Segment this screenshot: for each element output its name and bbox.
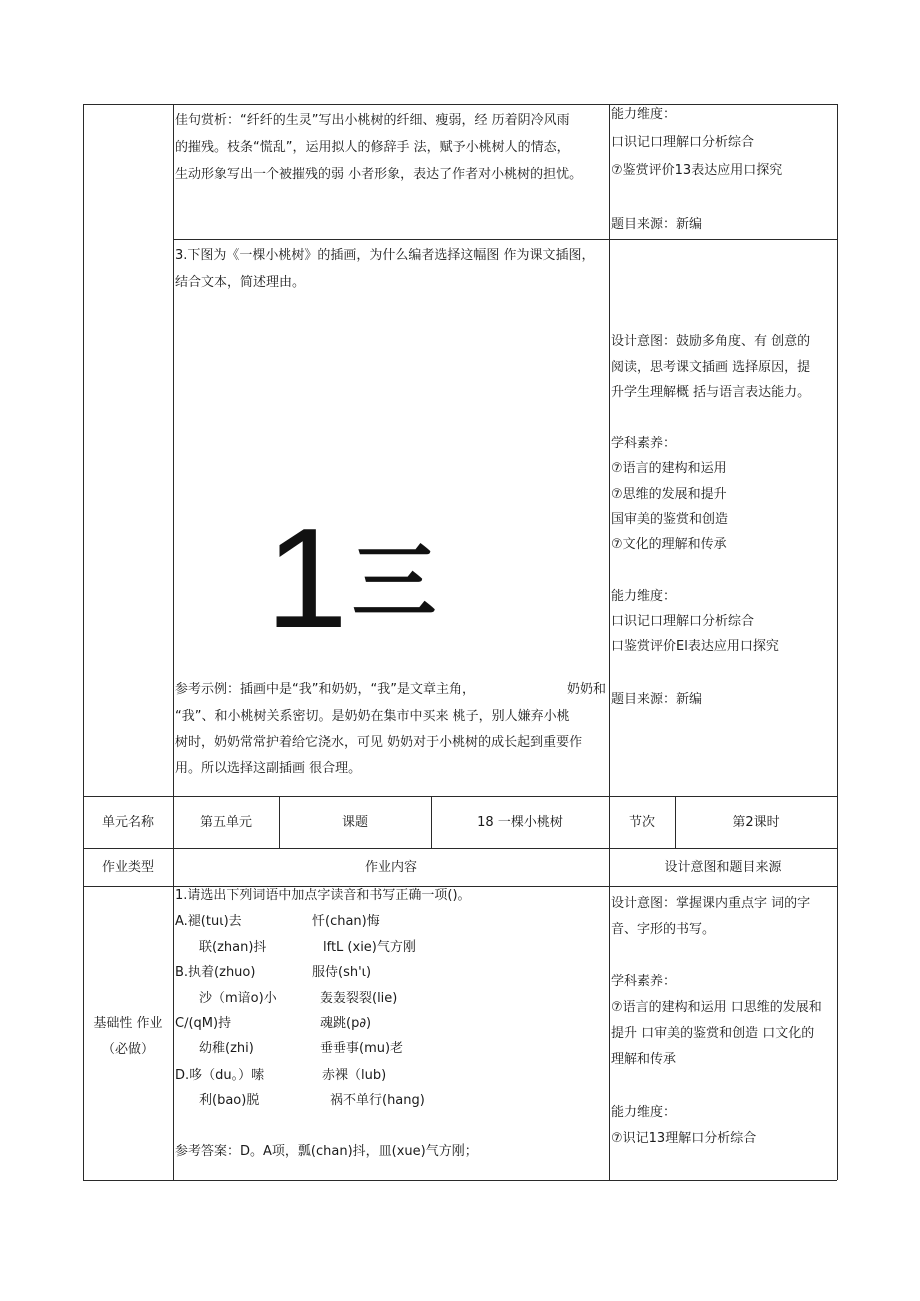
- answer-3-line: “我”、和小桃树关系密切。是奶奶在集市中买来 桃子，别人嫌弃小桃: [175, 709, 570, 724]
- lesson-value: 18 一棵小桃树: [477, 815, 563, 830]
- row1-ability-line: ⑦鉴赏评价13表达应用口探究: [611, 163, 783, 178]
- illustration-glyph-three: 三: [352, 533, 437, 631]
- option-d-item: D.哆（du。）嗦: [175, 1068, 265, 1083]
- option-b-item: 服侍(sh'ι): [312, 965, 372, 980]
- unit-name-value: 第五单元: [199, 815, 252, 830]
- row1-content-line: 佳句赏析：“纤纤的生灵”写出小桃树的纤细、瘦弱，经 历着阴冷风雨: [175, 113, 570, 128]
- row2-source: 题目来源：新编: [611, 692, 703, 707]
- basic-row-top-border: [83, 886, 837, 887]
- question-1: 1.请选出下列词语中加点字读音和书写正确一项()。: [175, 888, 471, 903]
- row2-ability-line: 口识记口理解口分析综合: [611, 614, 755, 629]
- unit-name-label: 单元名称: [101, 815, 154, 830]
- row2-ability-line: 口鉴赏评价El表达应用口探究: [611, 639, 779, 654]
- row2-top-border: [173, 239, 837, 240]
- row2-literacy-title: 学科素养：: [611, 436, 677, 451]
- option-b-item: B.执着(zhuo): [175, 965, 256, 980]
- option-b-item: 轰轰裂裂(lie): [320, 991, 398, 1006]
- basic-literacy-line: 理解和传承: [611, 1052, 677, 1067]
- option-d-item: 赤裸（lub): [322, 1068, 387, 1083]
- period-value: 第2课时: [732, 815, 780, 830]
- option-a-item: 忏(chan)悔: [312, 914, 380, 929]
- row2-design-line: 设计意图：鼓励多角度、有 创意的: [611, 334, 811, 349]
- colhead-design: 设计意图和题目来源: [664, 860, 782, 875]
- row2-literacy-item: ⑦文化的理解和传承: [611, 537, 727, 552]
- answer-3-line: 用。所以选择这副插画 很合理。: [175, 761, 362, 776]
- option-a-item: lftL (xie)气方刚: [323, 940, 416, 955]
- option-a-item: 联(zhan)抖: [199, 940, 267, 955]
- row1-top-border: [83, 104, 837, 105]
- period-label: 节次: [628, 815, 655, 830]
- option-d-item: 祸不单行(hang): [330, 1093, 425, 1108]
- colhead-content: 作业内容: [364, 860, 417, 875]
- row1-source: 题目来源：新编: [611, 217, 703, 232]
- row1-content-line: 的摧残。枝条“慌乱”，运用拟人的修辞手 法，赋予小桃树人的情态，: [175, 140, 570, 155]
- row1-content-line: 生动形象写出一个被摧残的弱 小者形象，表达了作者对小桃树的担忧。: [175, 167, 583, 182]
- basic-design-line: 音、字形的书写。: [611, 922, 716, 937]
- answer-3-line: 树时，奶奶常常护着给它浇水，可见 奶奶对于小桃树的成长起到重要作: [175, 735, 583, 750]
- question-3-line: 结合文本，简述理由。: [175, 275, 306, 290]
- colhead-type: 作业类型: [101, 860, 154, 875]
- homework-type-required: （必做）: [101, 1042, 154, 1057]
- row2-design-line: 升学生理解概 括与语言表达能力。: [611, 385, 811, 400]
- basic-ability-title: 能力维度：: [611, 1105, 677, 1120]
- table-right-border: [837, 104, 838, 1180]
- option-c-item: C∕(qM)持: [175, 1016, 232, 1031]
- illustration-glyph-one: 1: [265, 499, 342, 658]
- option-a-item: A.褪(tuι)去: [175, 914, 242, 929]
- basic-literacy-title: 学科素养：: [611, 974, 677, 989]
- basic-design-line: 设计意图：掌握课内重点字 词的字: [611, 896, 811, 911]
- question-3-line: 3.下图为《一棵小桃树》的插画，为什么编者选择这幅图 作为课文插图，: [175, 248, 595, 263]
- side-column-border: [609, 104, 610, 1180]
- option-d-item: 利(bao)脱: [199, 1093, 260, 1108]
- homework-type-label: 基础性 作业: [93, 1016, 163, 1031]
- option-c-item: 幼稚(zhi): [199, 1041, 254, 1056]
- basic-literacy-line: 提升 口审美的鉴赏和创造 口文化的: [611, 1026, 815, 1041]
- colhead-row-top-border: [83, 848, 837, 849]
- table-bottom-border: [83, 1180, 837, 1181]
- answer-1: 参考答案：D。A项，瓢(chan)抖，皿(xue)气方刚；: [175, 1144, 478, 1159]
- option-b-item: 沙（m谙o)小: [199, 991, 277, 1006]
- row2-literacy-item: ⑦思维的发展和提升: [611, 487, 727, 502]
- row1-ability-line: 口识记口理解口分析综合: [611, 135, 755, 150]
- answer-3-line-end: 奶奶和: [567, 682, 607, 697]
- row2-literacy-item: ⑦语言的建构和运用: [611, 461, 727, 476]
- basic-literacy-line: ⑦语言的建构和运用 口思维的发展和: [611, 1000, 822, 1015]
- row2-literacy-item: 国审美的鉴赏和创造: [611, 512, 729, 527]
- lesson-label: 课题: [341, 815, 368, 830]
- row2-ability-title: 能力维度：: [611, 589, 677, 604]
- option-c-item: 垂垂事(mu)老: [320, 1041, 404, 1056]
- header-row-top-border: [83, 796, 837, 797]
- row2-design-line: 阅读，思考课文插画 选择原因，提: [611, 360, 811, 375]
- basic-ability-line: ⑦识记13理解口分析综合: [611, 1131, 757, 1146]
- option-c-item: 魂跳(p∂): [320, 1016, 372, 1031]
- answer-3-line: 参考示例：插画中是“我”和奶奶，“我”是文章主角，: [175, 682, 475, 697]
- row1-ability-title: 能力维度：: [611, 107, 677, 122]
- type-column-border: [173, 104, 174, 1180]
